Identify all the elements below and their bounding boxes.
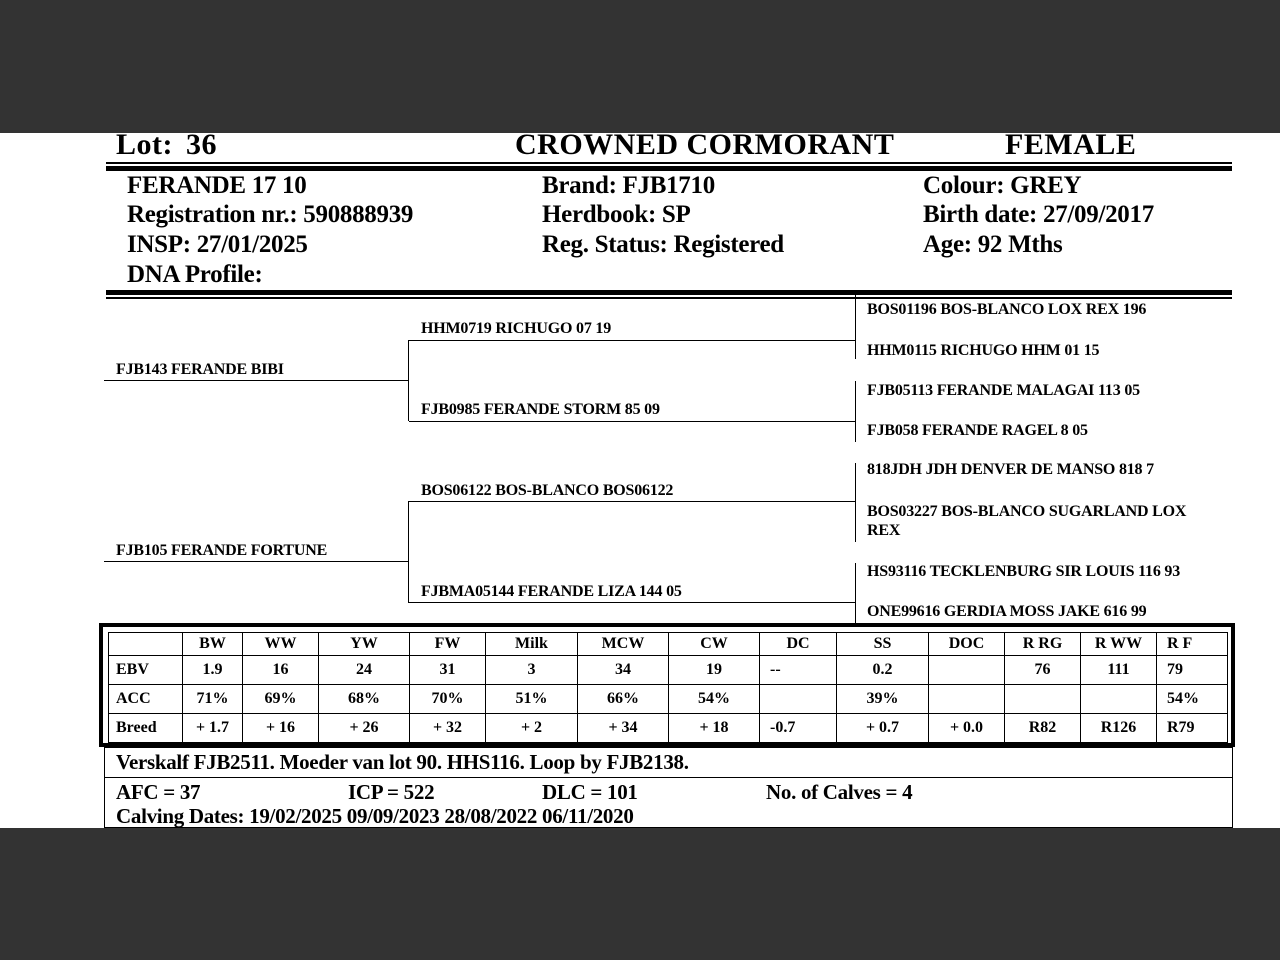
ebv-cell: 34 <box>578 656 669 685</box>
dam: FJB105 FERANDE FORTUNE <box>116 542 328 559</box>
ebv-cell: 51% <box>486 685 578 714</box>
column-header: MCW <box>578 633 669 656</box>
ebv-cell: + 18 <box>669 714 760 743</box>
row-label: ACC <box>109 685 183 714</box>
ebv-cell: 1.9 <box>183 656 243 685</box>
ebv-cell: + 32 <box>410 714 486 743</box>
ebv-cell: 3 <box>486 656 578 685</box>
ebv-cell: 31 <box>410 656 486 685</box>
ebv-table <box>108 632 1228 743</box>
lot-sheet <box>0 133 1280 828</box>
ebv-cell <box>929 685 1005 714</box>
ebv-cell: + 0.0 <box>929 714 1005 743</box>
colour: Colour: GREY <box>923 172 1082 199</box>
ggp-7: HS93116 TECKLENBURG SIR LOUIS 116 93 <box>867 563 1181 580</box>
ebv-cell: + 2 <box>486 714 578 743</box>
column-header: YW <box>319 633 410 656</box>
notes-divider <box>105 777 1232 778</box>
age: Age: 92 Mths <box>923 231 1063 258</box>
column-header: R RG <box>1005 633 1081 656</box>
calving-dates: Calving Dates: 19/02/2025 09/09/2023 28/08/2022 06/11/2020 <box>116 804 634 828</box>
ggp-6: BOS03227 BOS-BLANCO SUGARLAND LOX <box>867 503 1187 520</box>
ebv-cell <box>1005 685 1081 714</box>
ggp-3: FJB05113 FERANDE MALAGAI 113 05 <box>867 382 1140 399</box>
ebv-cell: + 16 <box>243 714 319 743</box>
header-rule-thick <box>106 166 1232 171</box>
ebv-cell: 0.2 <box>837 656 929 685</box>
animal-title: CROWNED CORMORANT <box>515 133 895 161</box>
afc: AFC = 37 <box>116 780 201 804</box>
ebv-cell: 39% <box>837 685 929 714</box>
ebv-cell: 24 <box>319 656 410 685</box>
column-header: SS <box>837 633 929 656</box>
ebv-cell: 79 <box>1157 656 1228 685</box>
ebv-cell: 111 <box>1081 656 1157 685</box>
ebv-row-breed <box>109 714 1228 743</box>
ebv-cell: 68% <box>319 685 410 714</box>
column-header: BW <box>183 633 243 656</box>
icp: ICP = 522 <box>348 780 435 804</box>
dam-sire: BOS06122 BOS-BLANCO BOS06122 <box>421 482 674 499</box>
row-label: Breed <box>109 714 183 743</box>
ebv-cell: R79 <box>1157 714 1228 743</box>
insp-date: INSP: 27/01/2025 <box>127 231 308 258</box>
herdbook: Herdbook: SP <box>542 201 691 228</box>
ebv-cell: 70% <box>410 685 486 714</box>
ebv-cell <box>1081 685 1157 714</box>
ebv-cell: 54% <box>1157 685 1228 714</box>
number-of-calves: No. of Calves = 4 <box>766 780 913 804</box>
dna-profile: DNA Profile: <box>127 261 263 288</box>
column-header: FW <box>410 633 486 656</box>
column-header: R WW <box>1081 633 1157 656</box>
registration-number: Registration nr.: 590888939 <box>127 201 414 228</box>
header-rule-thin <box>106 162 1232 164</box>
dlc: DLC = 101 <box>542 780 638 804</box>
column-header: WW <box>243 633 319 656</box>
ggp-5: 818JDH JDH DENVER DE MANSO 818 7 <box>867 461 1154 478</box>
column-header: DC <box>760 633 837 656</box>
column-header: R F <box>1157 633 1228 656</box>
info-rule-thin <box>106 297 1232 299</box>
ebv-cell: 19 <box>669 656 760 685</box>
ggp-8: ONE99616 GERDIA MOSS JAKE 616 99 <box>867 603 1147 620</box>
column-header <box>109 633 183 656</box>
ebv-table-frame <box>99 623 1235 747</box>
ebv-cell: 69% <box>243 685 319 714</box>
animal-name: FERANDE 17 10 <box>127 172 307 199</box>
lot-label: Lot: <box>116 133 173 161</box>
lot-number: 36 <box>186 133 217 161</box>
ebv-cell: -0.7 <box>760 714 837 743</box>
ebv-cell: R82 <box>1005 714 1081 743</box>
ebv-cell: -- <box>760 656 837 685</box>
ebv-row-acc <box>109 685 1228 714</box>
ebv-cell: + 34 <box>578 714 669 743</box>
ebv-cell: R126 <box>1081 714 1157 743</box>
ebv-cell <box>929 656 1005 685</box>
sire-sire: HHM0719 RICHUGO 07 19 <box>421 320 612 337</box>
sire: FJB143 FERANDE BIBI <box>116 361 284 378</box>
column-header: Milk <box>486 633 578 656</box>
ebv-cell <box>760 685 837 714</box>
info-rule-thick <box>106 290 1232 295</box>
notes-box <box>104 747 1233 828</box>
ebv-cell: + 1.7 <box>183 714 243 743</box>
brand: Brand: FJB1710 <box>542 172 715 199</box>
ggp-6-cont: REX <box>867 522 901 539</box>
reg-status: Reg. Status: Registered <box>542 231 784 258</box>
ebv-cell: 54% <box>669 685 760 714</box>
ebv-cell: 16 <box>243 656 319 685</box>
column-header: DOC <box>929 633 1005 656</box>
dam-dam: FJBMA05144 FERANDE LIZA 144 05 <box>421 583 682 600</box>
column-header: CW <box>669 633 760 656</box>
sex-label: FEMALE <box>1005 133 1137 161</box>
birth-date: Birth date: 27/09/2017 <box>923 201 1154 228</box>
ebv-cell: 71% <box>183 685 243 714</box>
ggp-2: HHM0115 RICHUGO HHM 01 15 <box>867 342 1100 359</box>
ebv-header-row <box>109 633 1228 656</box>
ebv-cell: + 0.7 <box>837 714 929 743</box>
ebv-cell: 66% <box>578 685 669 714</box>
ggp-4: FJB058 FERANDE RAGEL 8 05 <box>867 422 1088 439</box>
row-label: EBV <box>109 656 183 685</box>
remark: Verskalf FJB2511. Moeder van lot 90. HHS116. Loop by FJB2138. <box>116 750 689 774</box>
sire-dam: FJB0985 FERANDE STORM 85 09 <box>421 401 660 418</box>
ebv-cell: 76 <box>1005 656 1081 685</box>
ebv-cell: + 26 <box>319 714 410 743</box>
ebv-row-ebv <box>109 656 1228 685</box>
ggp-1: BOS01196 BOS-BLANCO LOX REX 196 <box>867 301 1147 318</box>
